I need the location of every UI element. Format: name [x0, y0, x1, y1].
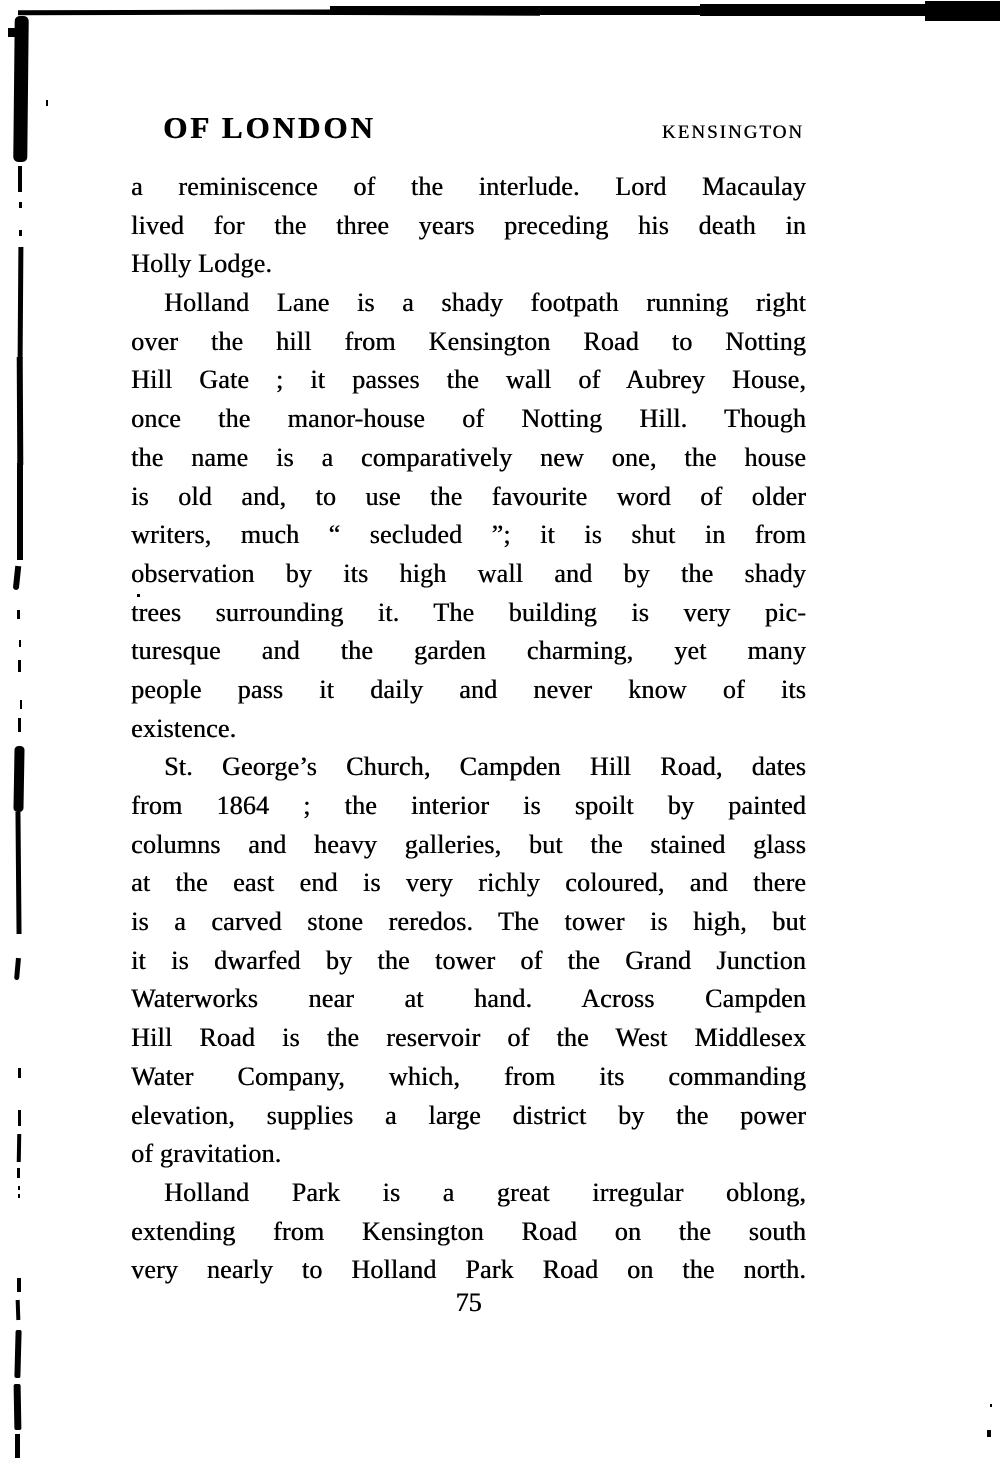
text-line: extending from Kensington Road on the south: [131, 1216, 806, 1246]
scan-artifact-binding: [17, 1168, 20, 1178]
page-number: 75: [455, 1288, 482, 1317]
scan-artifact-binding: [18, 718, 21, 732]
text-line: Waterworks near at hand. Across Campden: [131, 984, 806, 1014]
scan-artifact-speck: [990, 1404, 992, 1407]
scan-artifact-binding: [20, 700, 22, 709]
text-line: of gravitation.: [131, 1139, 282, 1169]
scan-artifact-binding: [18, 1186, 20, 1190]
scan-artifact-binding: [15, 812, 21, 934]
scan-artifact-binding: [19, 202, 22, 208]
text-line: from 1864 ; the interior is spoilt by painted: [131, 791, 806, 820]
text-line: columns and heavy galleries, but the stained glass: [131, 829, 806, 859]
text-line: is a carved stone reredos. The tower is high, but: [131, 907, 806, 937]
scan-artifact-binding: [19, 640, 21, 647]
text-line: over the hill from Kensington Road to Notting: [131, 326, 806, 356]
scan-artifact-speck: [987, 1430, 991, 1437]
text-line: the name is a comparatively new one, the house: [131, 442, 806, 472]
scan-artifact-top-edge: [925, 1, 1000, 21]
text-line: trees surrounding it. The building is very pic-: [131, 597, 806, 627]
text-line: turesque and the garden charming, yet many: [131, 636, 806, 666]
text-line: writers, much “ secluded ”; it is shut in from: [131, 520, 806, 550]
scan-artifact-binding: [17, 357, 24, 465]
text-line: very nearly to Holland Park Road on the north.: [131, 1255, 806, 1285]
scan-artifact-binding: [18, 1110, 21, 1126]
text-line: Water Company, which, from its commanding: [131, 1061, 806, 1091]
text-line: Hill Road is the reservoir of the West Middlesex: [131, 1023, 806, 1053]
text-line: at the east end is very richly coloured, and there: [131, 868, 806, 898]
page-body: [131, 168, 806, 1290]
scan-artifact-binding: [14, 1384, 22, 1430]
text-line: once the manor-house of Notting Hill. Though: [131, 404, 806, 434]
text-line: Holland Lane is a shady footpath running right: [164, 288, 806, 318]
scan-artifact-binding: [13, 16, 29, 162]
text-line: is old and, to use the favourite word of older: [131, 481, 806, 511]
scan-artifact-binding: [19, 230, 22, 236]
text-line: existence.: [131, 713, 237, 743]
scan-artifact-binding: [17, 1134, 21, 1162]
scan-artifact-top-edge: [120, 11, 540, 15]
running-head: [131, 110, 806, 146]
scan-artifact-binding: [17, 610, 20, 619]
scan-artifact-binding: [14, 1330, 21, 1378]
text-line: St. George’s Church, Campden Hill Road, dates: [164, 752, 806, 782]
scan-artifact-binding: [15, 1434, 20, 1458]
text-line: a reminiscence of the interlude. Lord Macaulay: [131, 172, 806, 201]
scan-artifact-binding: [17, 463, 23, 560]
text-line: elevation, supplies a large district by the power: [131, 1100, 806, 1130]
text-line: Hill Gate ; it passes the wall of Aubrey House,: [131, 365, 806, 395]
text-line: people pass it daily and never know of its: [131, 674, 806, 704]
scan-artifact-binding: [17, 1278, 21, 1292]
page-title: OF LONDON: [163, 110, 376, 145]
scan-artifact-binding: [13, 746, 24, 812]
scan-artifact-binding: [13, 566, 21, 590]
text-line: it is dwarfed by the tower of the Grand Junction: [131, 945, 806, 975]
scan-artifact-binding: [18, 247, 24, 359]
text-line: Holly Lodge.: [131, 249, 273, 279]
text-line: Holland Park is a great irregular oblong,: [164, 1177, 806, 1207]
text-line: lived for the three years preceding his death in: [131, 210, 806, 240]
scan-artifact-binding: [18, 166, 22, 192]
text-line: observation by its high wall and by the shady: [131, 558, 806, 588]
running-head-section: KENSINGTON: [661, 122, 804, 143]
scan-artifact-binding: [14, 958, 21, 980]
scan-artifact-binding: [18, 660, 21, 672]
scan-artifact-binding: [16, 1300, 21, 1320]
scan-artifact-speck: [46, 100, 48, 106]
scan-artifact-binding: [18, 1068, 21, 1078]
scan-artifact-binding: [18, 1194, 20, 1198]
